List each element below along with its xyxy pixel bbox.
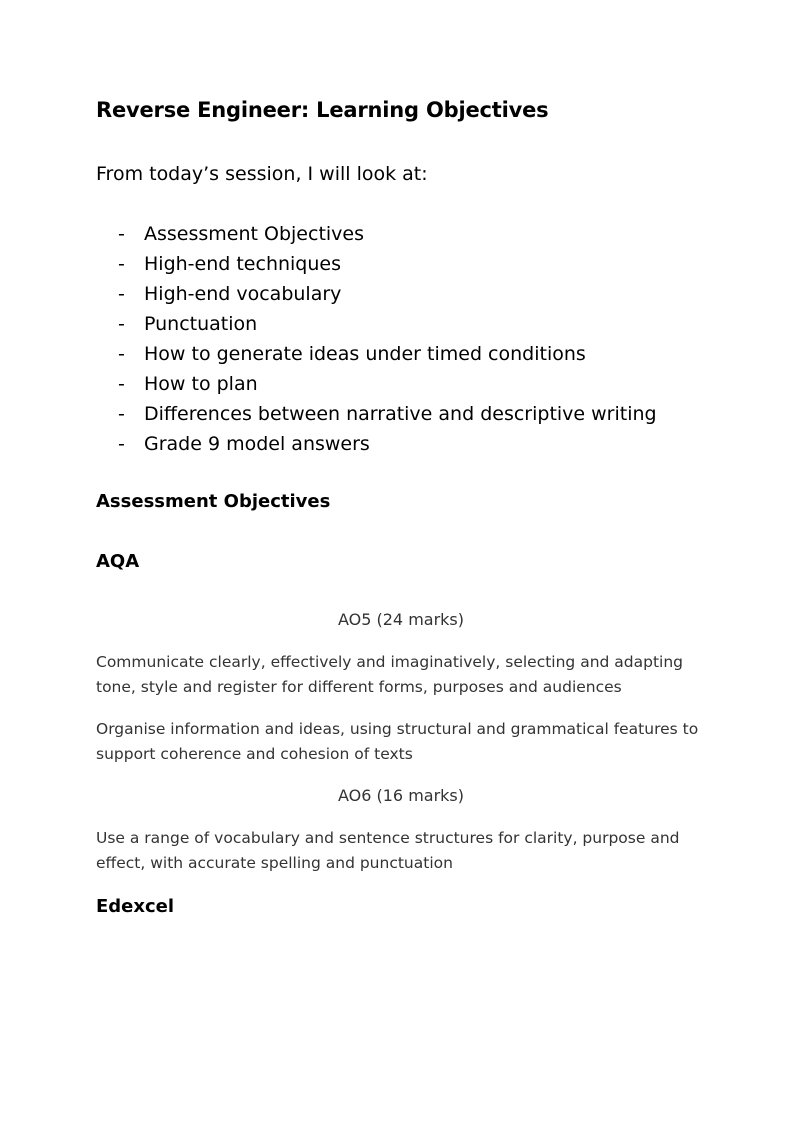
aqa-heading: AQA (96, 551, 140, 572)
list-item-text: Differences between narrative and descriptive writing (144, 403, 657, 425)
edexcel-heading: Edexcel (96, 896, 175, 917)
list-dash: - (118, 403, 125, 425)
ao5-paragraph: Communicate clearly, effectively and imaginatively, selecting and adapting tone, style and register for different forms, purposes and audiences (96, 653, 684, 696)
ao5-paragraph: Organise information and ideas, using structural and grammatical features to support coherence and cohesion of texts (96, 720, 699, 763)
ao6-paragraph: Use a range of vocabulary and sentence structures for clarity, purpose and effect, with accurate spelling and punctuation (96, 829, 680, 872)
list-dash: - (118, 223, 125, 245)
list-item-text: High-end vocabulary (144, 283, 342, 305)
list-item-text: Grade 9 model answers (144, 433, 370, 455)
list-item-text: Punctuation (144, 313, 258, 335)
document-title: Reverse Engineer: Learning Objectives (96, 98, 549, 122)
list-item-text: How to plan (144, 373, 258, 395)
list-dash: - (118, 343, 125, 365)
list-dash: - (118, 433, 125, 455)
ao5-heading: AO5 (24 marks) (337, 610, 465, 629)
list-dash: - (118, 253, 125, 275)
list-item-text: How to generate ideas under timed conditions (144, 343, 586, 365)
assessment-objectives-heading: Assessment Objectives (96, 491, 331, 512)
ao6-heading: AO6 (16 marks) (337, 786, 465, 805)
list-dash: - (118, 313, 125, 335)
list-item-text: High-end techniques (144, 253, 341, 275)
intro-text: From today’s session, I will look at: (96, 163, 428, 185)
list-item-text: Assessment Objectives (144, 223, 365, 245)
list-dash: - (118, 283, 125, 305)
list-dash: - (118, 373, 125, 395)
